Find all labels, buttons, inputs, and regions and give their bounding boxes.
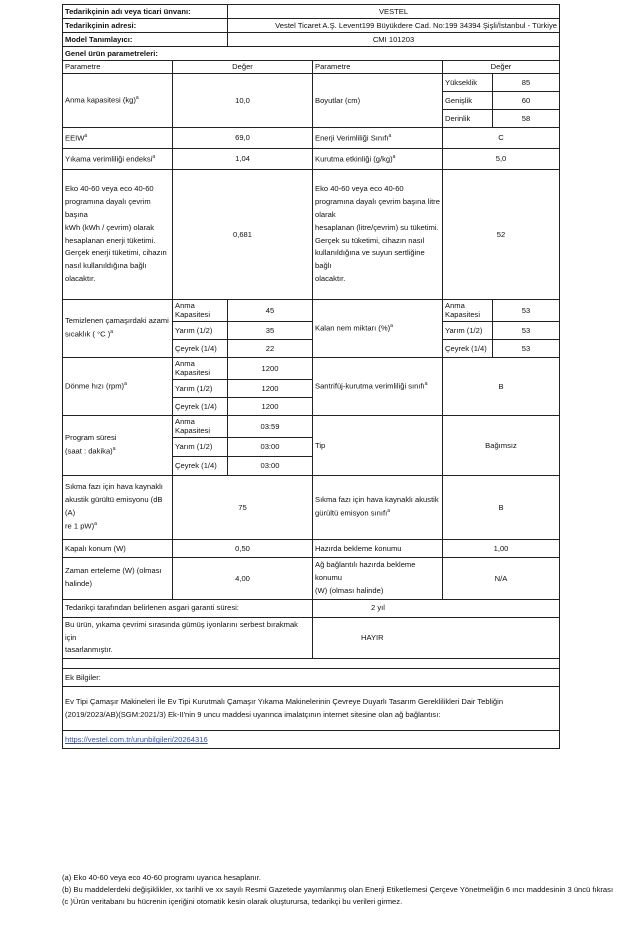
program-sub-label: Çeyrek (1/4)	[173, 456, 228, 475]
spin-sub-label: Yarım (1/2)	[173, 379, 228, 397]
model-value: CMI 101203	[228, 33, 560, 47]
warranty-value: 2 yıl	[313, 599, 560, 617]
footnotes	[62, 872, 614, 907]
height-label: Yükseklik	[443, 74, 493, 92]
footnote-b: (b) Bu maddelerdeki değişiklikler, xx tarihli ve xx sayılı Resmi Gazetede yayımlanmış olan Enerji Etiketlemesi Çerçeve Yönetmeliğin 6 ıncı maddesinin 3 üncü fıkrası	[62, 884, 614, 894]
supplier-name-value: VESTEL	[228, 5, 560, 19]
energy-class-value: C	[443, 128, 560, 149]
moisture-sub-label: Çeyrek (1/4)	[443, 339, 493, 357]
temp-sub-label: Çeyrek (1/4)	[173, 339, 228, 357]
noise-emission-value: 75	[173, 475, 313, 539]
param-column-header-2: Parametre	[313, 61, 443, 74]
supplier-address-value: Vestel Ticaret A.Ş. Levent199 Büyükdere Cad. No:199 34394 Şişli/İstanbul - Türkiye	[228, 19, 560, 33]
footnote-c: (c )Ürün veritabanı bu hücrenin içeriğini otomatik kesin olarak oluşturursa, tedarikçi bu verileri girmez.	[62, 896, 403, 906]
param-column-header: Parametre	[63, 61, 173, 74]
temp-sub-value: 22	[228, 339, 313, 357]
energy-consumption-label: Eko 40-60 veya eco 40-60 programına dayalı çevrim başına kWh (kWh / çevrim) olarak hesaplanan enerji tüketimi. Gerçek enerji tüketimi, cihazın nasıl kullanıldığına bağlı olacaktır.	[63, 170, 173, 300]
moisture-label: Kalan nem miktarı (%)$^a$	[313, 300, 443, 358]
value-column-header: Değer	[173, 61, 313, 74]
width-value: 60	[493, 92, 560, 110]
type-label: Tip	[313, 415, 443, 475]
value-column-header-2: Değer	[443, 61, 560, 74]
depth-label: Derinlik	[443, 110, 493, 128]
max-temperature-label: Temizlenen çamaşırdaki azami sıcaklık ( °C )$^a$	[63, 300, 173, 358]
extra-info-text: Ev Tipi Çamaşır Makineleri İle Ev Tipi Kurutmalı Çamaşır Yıkama Makinelerinin Çevreye Duyarlı Tasarım Gereklilikleri Dair Tebliğin (2019/2023/AB)(SGM:2021/3) Ek-II'nin 9 uncu maddesi uyarınca imalatçının internet sitesine olan ağ bağlantısı:	[63, 687, 560, 731]
moisture-sub-label: Yarım (1/2)	[443, 321, 493, 339]
program-sub-value: 03:59	[228, 415, 313, 437]
washing-index-label: Yıkama verimliliği endeksi$^a$	[63, 149, 173, 170]
program-sub-label: Anma Kapasitesi	[173, 415, 228, 437]
height-value: 85	[493, 74, 560, 92]
program-duration-label: Program süresi (saat : dakika)$^a$	[63, 415, 173, 475]
spacer-row	[63, 659, 560, 669]
eeiw-value: 69,0	[173, 128, 313, 149]
off-mode-label: Kapalı konum (W)	[63, 539, 173, 557]
footnote-a: (a) Eko 40-60 veya eco 40-60 programı uyarıca hesaplanır.	[62, 873, 261, 882]
rinsing-value: 5,0	[443, 149, 560, 170]
program-sub-value: 03:00	[228, 437, 313, 456]
spin-class-label: Santrifüj-kurutma verimliliği sınıfı$^a$	[313, 357, 443, 415]
silver-ions-value: HAYIR	[313, 617, 560, 659]
noise-class-value: B	[443, 475, 560, 539]
depth-value: 58	[493, 110, 560, 128]
energy-class-label: Enerji Verimliliği Sınıfı$^a$	[313, 128, 443, 149]
temp-sub-value: 35	[228, 321, 313, 339]
moisture-sub-value: 53	[493, 321, 560, 339]
model-label: Model Tanımlayıcı:	[63, 33, 228, 47]
program-sub-value: 03:00	[228, 456, 313, 475]
spin-sub-label: Çeyrek (1/4)	[173, 397, 228, 415]
extra-info-label: Ek Bilgiler:	[63, 669, 560, 687]
spin-sub-value: 1200	[228, 357, 313, 379]
spin-class-value: B	[443, 357, 560, 415]
product-info-link[interactable]: https://vestel.com.tr/urunbilgileri/20264316	[65, 735, 208, 745]
product-info-table	[62, 4, 560, 749]
warranty-label: Tedarikçi tarafından belirlenen asgari garanti süresi:	[63, 599, 313, 617]
noise-emission-label: Sıkma fazı için hava kaynaklı akustik gürültü emisyonu (dB (A) re 1 pW)$^a$	[63, 475, 173, 539]
supplier-name-label: Tedarikçinin adı veya ticari ünvanı:	[63, 5, 228, 19]
energy-consumption-value: 0,681	[173, 170, 313, 300]
water-consumption-value: 52	[443, 170, 560, 300]
noise-class-label: Sıkma fazı için hava kaynaklı akustik gürültü emisyon sınıfı$^a$	[313, 475, 443, 539]
rinsing-label: Kurutma etkinliği $(g/kg)^a$	[313, 149, 443, 170]
washing-index-value: 1,04	[173, 149, 313, 170]
delay-start-value: 4,00	[173, 557, 313, 599]
type-value: Bağımsız	[443, 415, 560, 475]
spin-speed-label: Dönme hızı (rpm)$^a$	[63, 357, 173, 415]
temp-sub-label: Yarım (1/2)	[173, 321, 228, 339]
supplier-address-label: Tedarikçinin adresi:	[63, 19, 228, 33]
moisture-sub-label: Anma Kapasitesi	[443, 300, 493, 322]
extra-info-link-cell	[63, 731, 560, 749]
rated-capacity-label: Anma kapasitesi (kg)$^a$	[63, 74, 173, 128]
rated-capacity-value: 10,0	[173, 74, 313, 128]
water-consumption-label: Eko 40-60 veya eco 40-60 programına dayalı çevrim başına litre olarak hesaplanan (litre/çevrim) su tüketimi. Gerçek su tüketimi, cihazın nasıl kullanıldığına ve suyun sertliğine bağlı olacaktır.	[313, 170, 443, 300]
dimensions-label: Boyutlar (cm)	[313, 74, 443, 128]
spin-sub-value: 1200	[228, 397, 313, 415]
temp-sub-value: 45	[228, 300, 313, 322]
program-sub-label: Yarım (1/2)	[173, 437, 228, 456]
product-information-sheet	[62, 4, 559, 749]
eeiw-label: EEIW$^a$	[63, 128, 173, 149]
delay-start-label: Zaman erteleme (W) (olması halinde)	[63, 557, 173, 599]
standby-label: Hazırda bekleme konumu	[313, 539, 443, 557]
spin-sub-value: 1200	[228, 379, 313, 397]
general-params-label: Genel ürün parametreleri:	[63, 47, 560, 61]
width-label: Genişlik	[443, 92, 493, 110]
spin-sub-label: Anma Kapasitesi	[173, 357, 228, 379]
standby-value: 1,00	[443, 539, 560, 557]
moisture-sub-value: 53	[493, 339, 560, 357]
network-standby-label: Ağ bağlantılı hazırda bekleme konumu (W) (olması halinde)	[313, 557, 443, 599]
off-mode-value: 0,50	[173, 539, 313, 557]
silver-ions-label: Bu ürün, yıkama çevrimi sırasında gümüş iyonlarını serbest bırakmak için tasarlanmıştır.	[63, 617, 313, 659]
temp-sub-label: Anma Kapasitesi	[173, 300, 228, 322]
moisture-sub-value: 53	[493, 300, 560, 322]
network-standby-value: N/A	[443, 557, 560, 599]
